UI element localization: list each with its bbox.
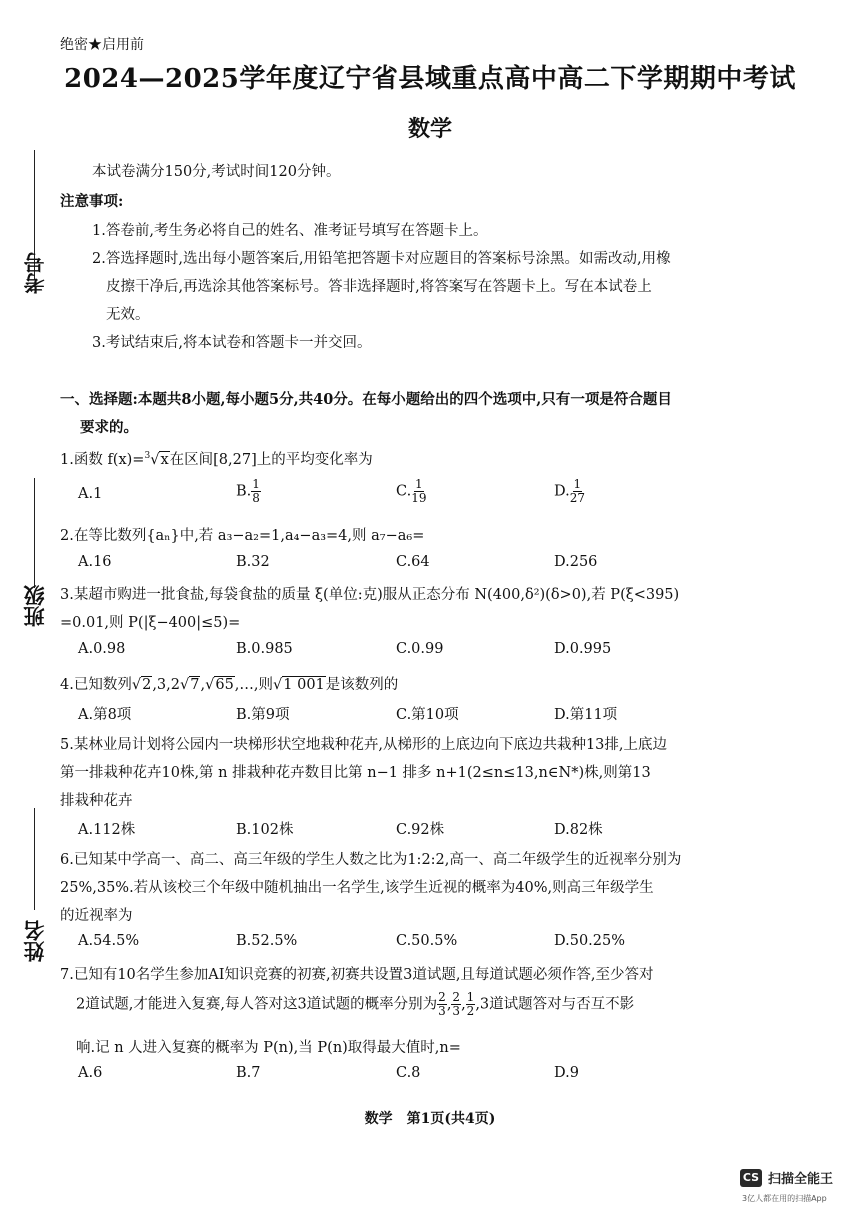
q5-option-b: B.102株: [236, 822, 294, 838]
class-label: 班级: [22, 585, 47, 627]
exam-title: 2024—2025学年度辽宁省县域重点高中高二下学期期中考试: [64, 64, 796, 94]
q7-option-b: B.7: [236, 1065, 261, 1081]
name-label: 姓名: [22, 920, 47, 962]
question-1: 1.函数 f(x)=$^3$√x在区间[8,27]上的平均变化率为: [60, 451, 373, 468]
q5-option-d: D.82株: [554, 822, 603, 838]
q1-option-d: D. $\frac{1}{27}$: [554, 477, 585, 505]
question-4: 4.已知数列√2,3,2√7,√65,…,则√1 001是该数列的: [60, 677, 399, 693]
q1-option-b: B. $\frac{1}{8}$: [236, 477, 260, 505]
confidential-label: 绝密★启用前: [60, 37, 144, 53]
q6-option-d: D.50.25%: [554, 933, 626, 949]
note-2-end: 无效。: [106, 307, 150, 323]
q6-option-a: A.54.5%: [78, 933, 140, 949]
q3-option-b: B.0.985: [236, 641, 293, 657]
q3-option-c: C.0.99: [396, 641, 444, 657]
q6-option-b: B.52.5%: [236, 933, 298, 949]
q4-option-d: D.第11项: [554, 707, 618, 723]
q2-option-c: C.64: [396, 554, 430, 570]
note-2: 2.答选择题时,选出每小题答案后,用铅笔把答题卡对应题目的答案标号涂黑。如需改动,用橡: [92, 251, 671, 267]
note-3: 3.考试结束后,将本试卷和答题卡一并交回。: [92, 335, 372, 351]
question-6-cont: 25%,35%.若从该校三个年级中随机抽出一名学生,该学生近视的概率为40%,则高三年级学生: [60, 880, 654, 896]
q7-option-c: C.8: [396, 1065, 421, 1081]
intro-text: 本试卷满分150分,考试时间120分钟。: [92, 164, 341, 180]
question-5-cont: 第一排栽种花卉10株,第 n 排栽种花卉数目比第 n−1 排多 n+1(2≤n≤13,n∈N*)株,则第13: [60, 765, 651, 781]
question-6-end: 的近视率为: [60, 908, 133, 924]
q5-option-c: C.92株: [396, 822, 445, 838]
q4-option-c: C.第10项: [396, 707, 459, 723]
scanner-name: 扫描全能王: [768, 1172, 834, 1187]
question-3-cont: =0.01,则 P(|ξ−400|≤5)=: [60, 615, 241, 631]
question-7-end: 响.记 n 人进入复赛的概率为 P(n),当 P(n)取得最大值时,n=: [76, 1040, 461, 1056]
question-2: 2.在等比数列{aₙ}中,若 a₃−a₂=1,a₄−a₃=4,则 a₇−a₆=: [60, 528, 425, 544]
question-5: 5.某林业局计划将公园内一块梯形状空地栽种花卉,从梯形的上底边向下底边共栽种13排,上底边: [60, 737, 667, 753]
q3-option-a: A.0.98: [78, 641, 126, 657]
page-footer: 数学 第1页(共4页): [364, 1111, 496, 1127]
q2-option-b: B.32: [236, 554, 270, 570]
name-line: [34, 808, 35, 910]
subject-title: 数学: [407, 116, 452, 142]
question-6: 6.已知某中学高一、高二、高三年级的学生人数之比为1:2:2,高一、高二年级学生的近视率分别为: [60, 852, 682, 868]
question-5-end: 排栽种花卉: [60, 793, 133, 809]
scanner-tagline: 3亿人都在用的扫描App: [742, 1194, 827, 1203]
q6-option-c: C.50.5%: [396, 933, 458, 949]
q2-option-d: D.256: [554, 554, 598, 570]
q4-option-a: A.第8项: [78, 707, 132, 723]
question-7-cont: 2道试题,才能进入复赛,每人答对这3道试题的概率分别为 $\frac{2}{3}$ , $\frac{2}{3}$ , $\frac{1}{2}$ ,3道试题答对与否互不影: [76, 990, 635, 1018]
section-heading: 一、选择题:本题共8小题,每小题5分,共40分。在每小题给出的四个选项中,只有一项是符合题目: [60, 391, 672, 408]
note-1: 1.答卷前,考生务必将自己的姓名、准考证号填写在答题卡上。: [92, 223, 488, 239]
q1-option-c: C. $\frac{1}{19}$: [396, 477, 427, 505]
section-heading-cont: 要求的。: [80, 419, 138, 436]
q5-option-a: A.112株: [78, 822, 136, 838]
q7-option-a: A.6: [78, 1065, 103, 1081]
question-3: 3.某超市购进一批食盐,每袋食盐的质量 ξ(单位:克)服从正态分布 N(400,δ²)(δ>0),若 P(ξ<395): [60, 587, 680, 603]
scanner-watermark: [740, 1168, 833, 1187]
q4-option-b: B.第9项: [236, 707, 290, 723]
question-7: 7.已知有10名学生参加AI知识竞赛的初赛,初赛共设置3道试题,且每道试题必须作答,至少答对: [60, 967, 654, 983]
scanner-logo-icon: CS: [740, 1169, 762, 1187]
class-line: [34, 478, 35, 588]
q3-option-d: D.0.995: [554, 641, 612, 657]
q2-option-a: A.16: [78, 554, 112, 570]
notes-heading: 注意事项:: [60, 193, 124, 210]
q1-option-a: A.1: [78, 486, 103, 502]
note-2-cont: 皮擦干净后,再选涂其他答案标号。答非选择题时,将答案写在答题卡上。写在本试卷上: [106, 279, 652, 295]
exam-no-label: 考号: [22, 252, 47, 294]
q7-option-d: D.9: [554, 1065, 579, 1081]
